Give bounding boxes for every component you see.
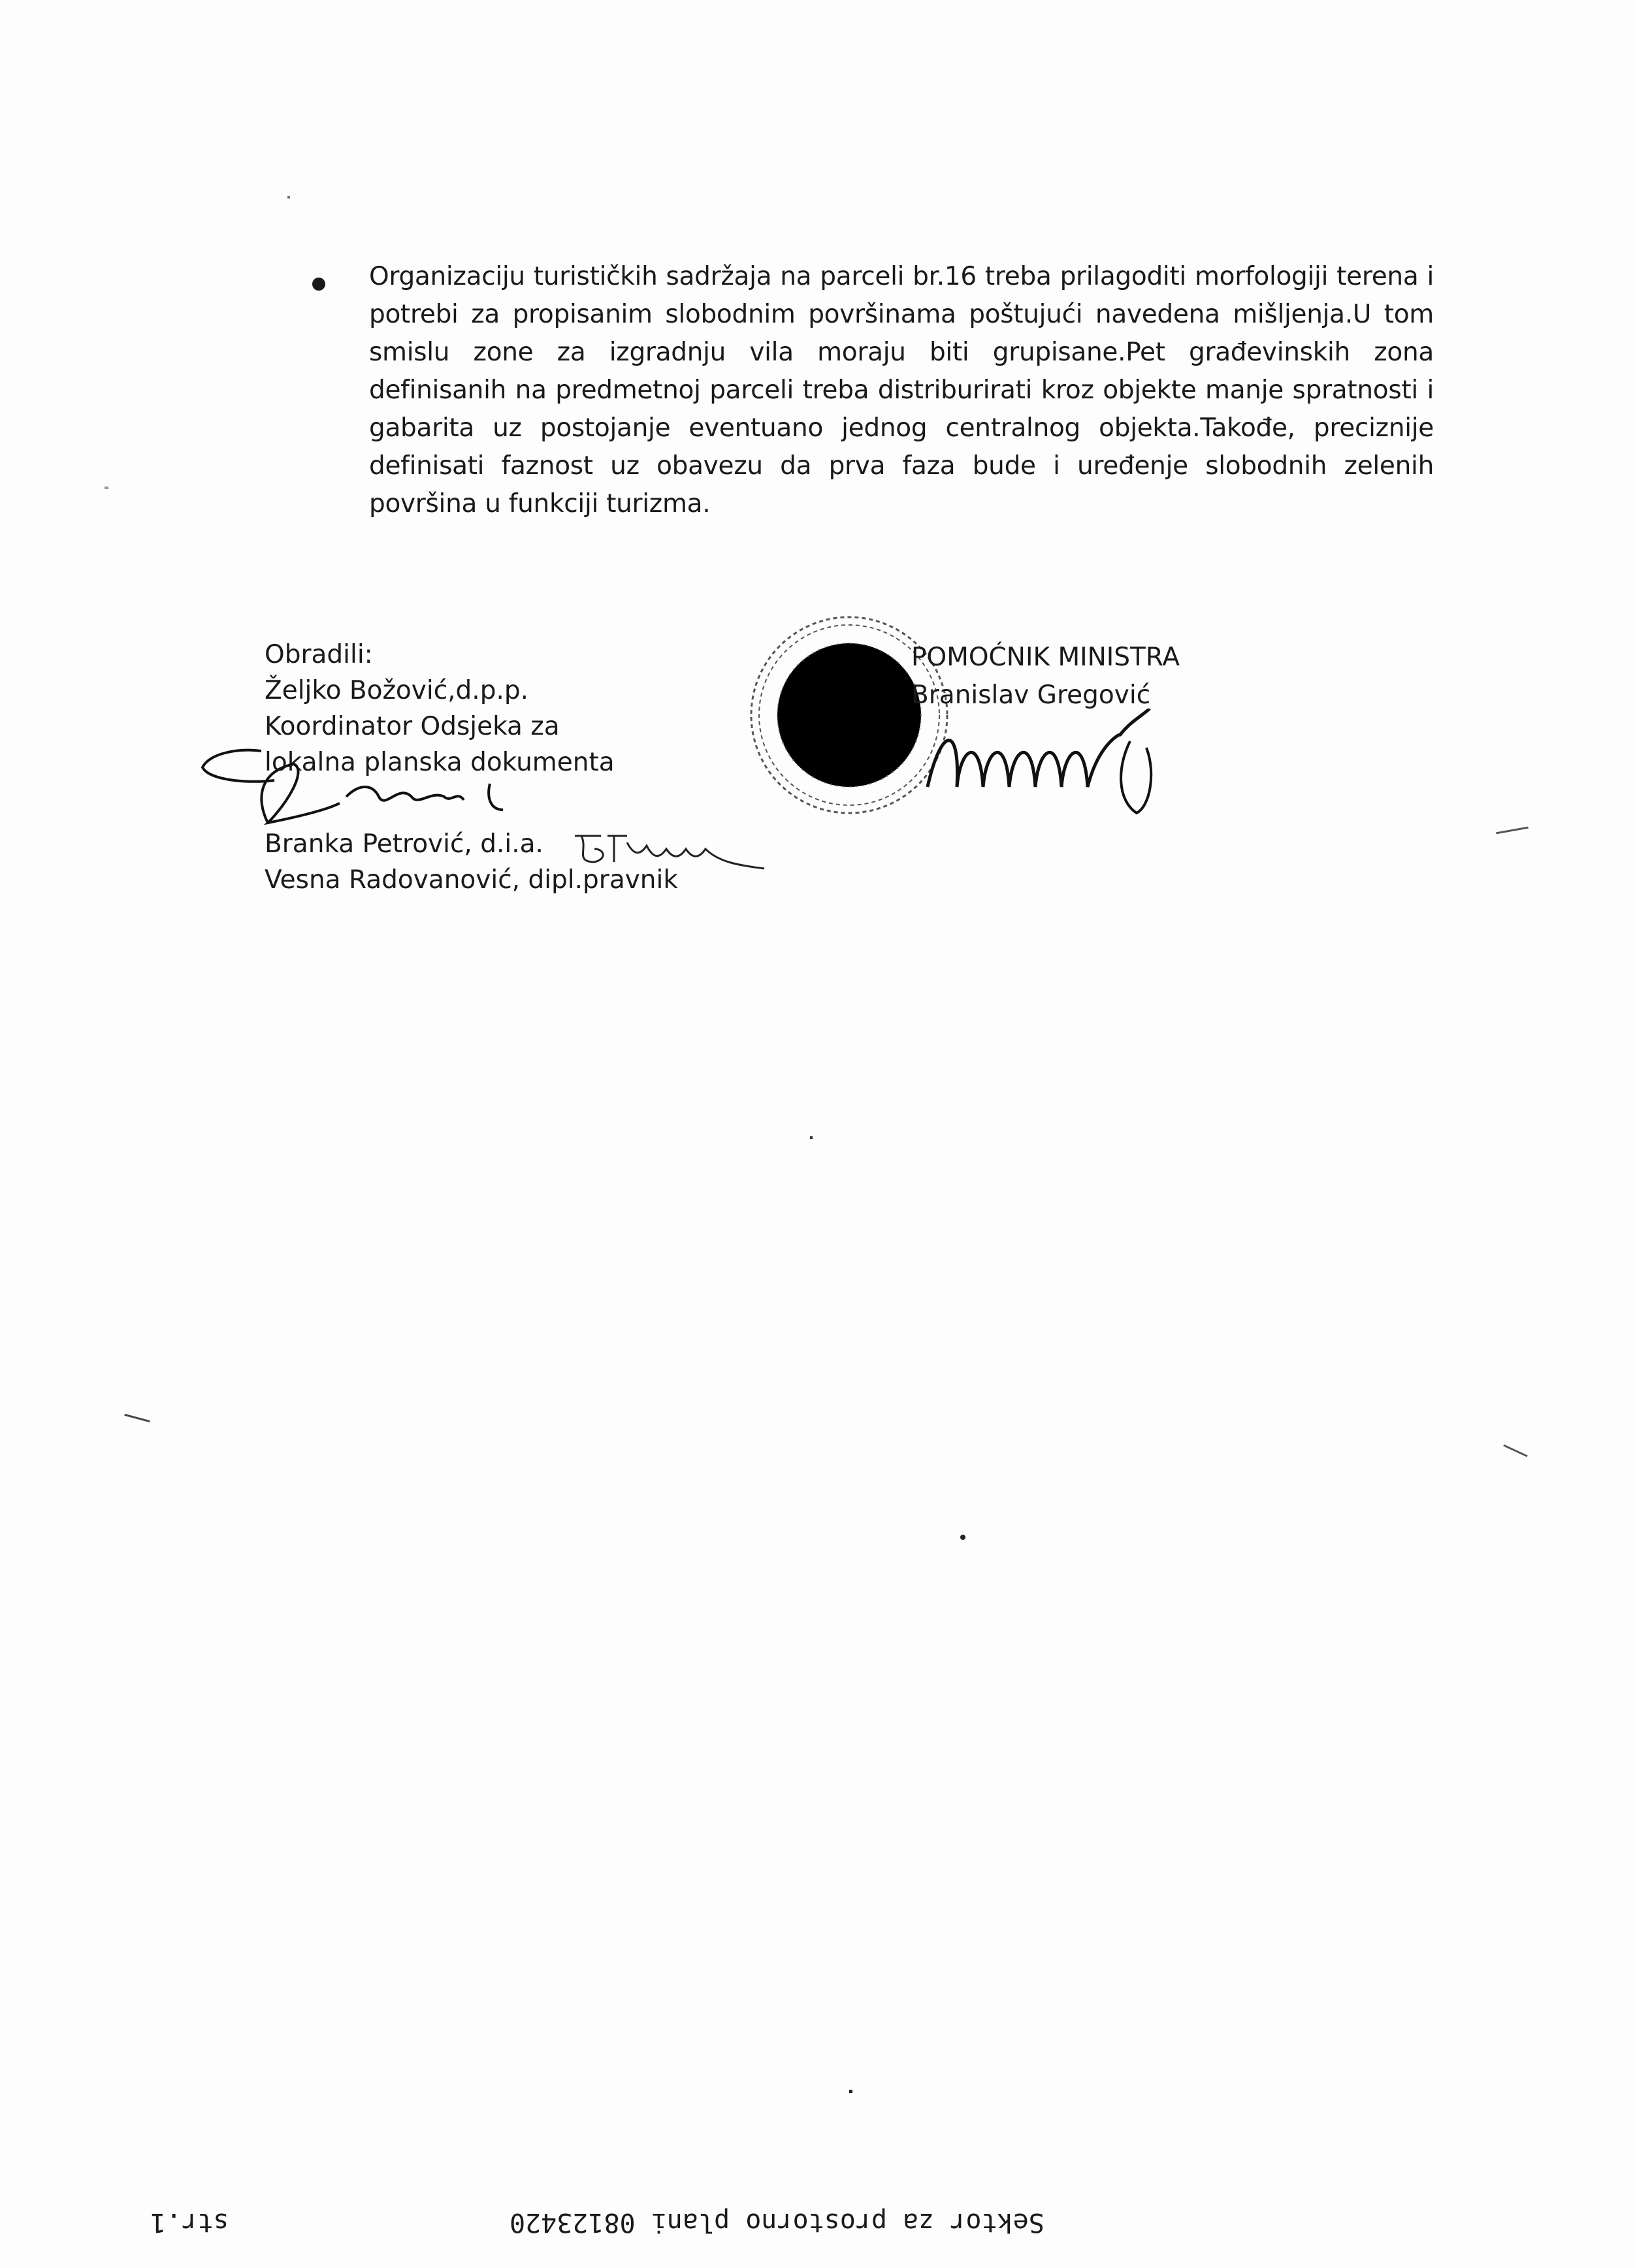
signatory-name: Branislav Gregović xyxy=(911,680,1151,710)
petrovic-signature xyxy=(568,823,784,875)
scan-speck xyxy=(1496,827,1529,835)
prepared-by-person1-role-2: lokalna planska dokumenta xyxy=(265,748,615,777)
scan-speck xyxy=(287,196,290,199)
bozovic-signature xyxy=(196,744,562,829)
bullet-icon xyxy=(312,278,325,291)
footer-sector-line: Sektor za prostorno plani 08123420 xyxy=(510,2207,1044,2237)
signatory-title: POMOĆNIK MINISTRA xyxy=(911,643,1180,672)
prepared-by-person3: Vesna Radovanović, dipl.pravnik xyxy=(265,865,678,895)
scan-speck xyxy=(849,2090,852,2093)
scan-speck xyxy=(105,487,108,489)
prepared-by-person2: Branka Petrović, d.i.a. xyxy=(265,829,543,859)
bullet-paragraph-text: Organizaciju turističkih sadržaja na parceli br.16 treba prilagoditi morfologiji terena i potrebi za propisanim slobodnim površinama poštujući navedena mišljenja.U tom smislu zone za izgradnju vila moraju biti grupisane.Pet građevinskih zona definisanih na predmetnoj parceli treba distriburirati kroz objekte manje spratnosti i gabarita uz postojanje eventuano jednog centralnog objekta.Takođe, preciznije definisati faznost uz obavezu da prva faza bude i uređenje slobodnih zelenih površina u funkciji turizma. xyxy=(369,262,1434,519)
signatory-block xyxy=(911,639,1303,714)
minister-signature xyxy=(921,709,1169,820)
scan-speck xyxy=(960,1535,965,1540)
scan-speck xyxy=(810,1136,813,1139)
footer-page-label: str.1 xyxy=(150,2207,229,2237)
prepared-by-person1-role-1: Koordinator Odsjeka za xyxy=(265,712,560,741)
prepared-by-heading: Obradili: xyxy=(265,640,373,669)
prepared-by-person1-name: Željko Božović,d.p.p. xyxy=(265,676,528,705)
scan-speck xyxy=(1503,1445,1528,1458)
footer xyxy=(0,2207,1635,2253)
scan-speck xyxy=(124,1414,150,1422)
